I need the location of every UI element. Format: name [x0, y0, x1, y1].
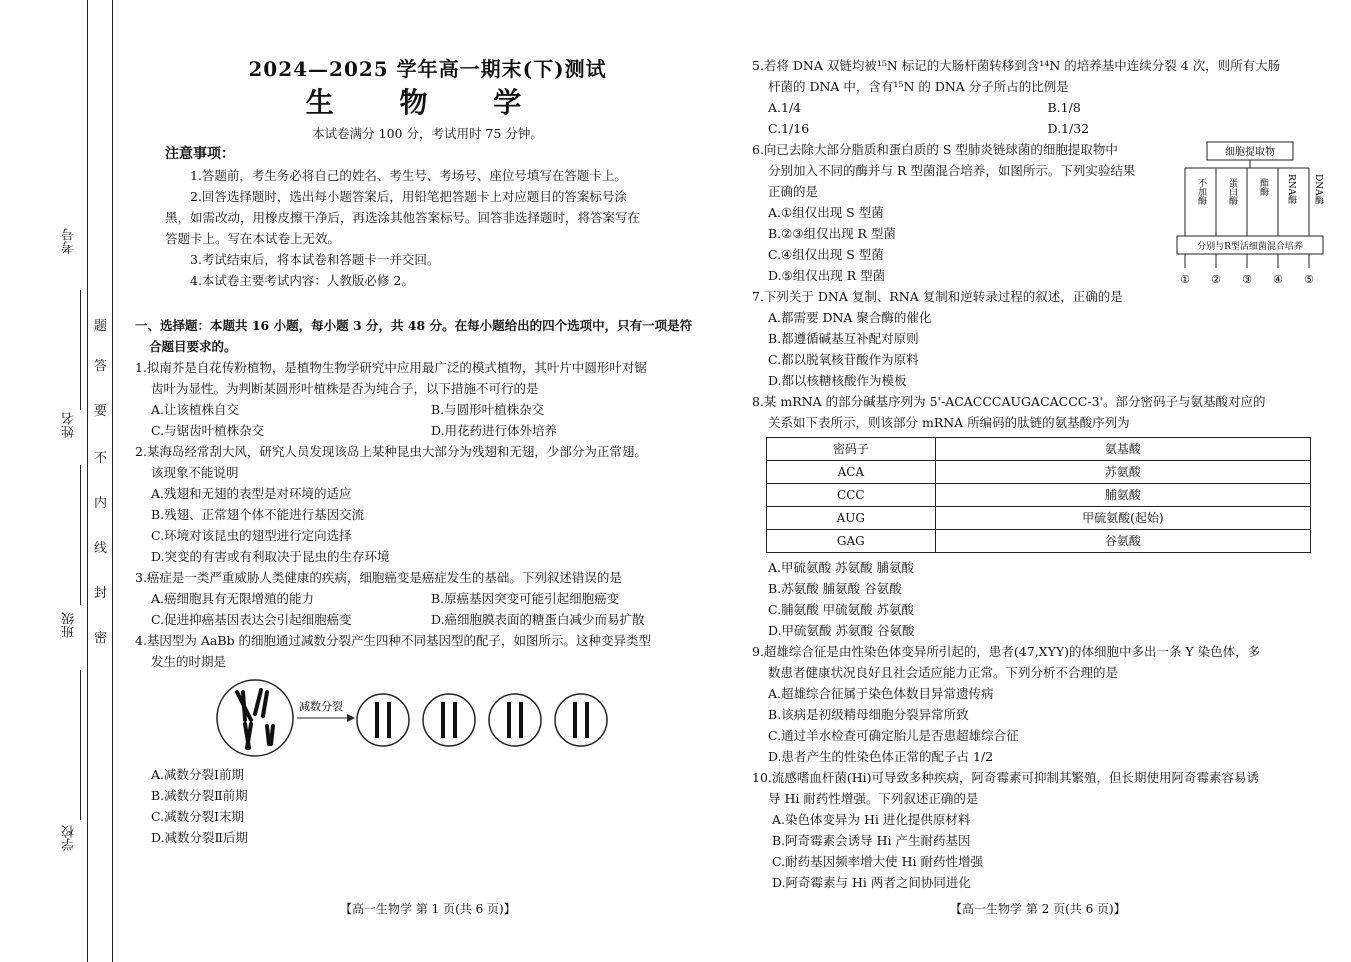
q2-option-b: B.残翅、正常翅个体不能进行基因交流: [151, 507, 365, 522]
q6-option-c: C.④组仅出现 S 型菌: [768, 247, 884, 262]
q8-option-d: D.甲硫氨酸 苏氨酸 谷氨酸: [768, 623, 915, 638]
fig-enzyme-label: 酯酶: [1258, 178, 1268, 196]
name-underline: [80, 465, 81, 605]
q9-option-b: B.该病是初级精母细胞分裂异常所致: [768, 707, 969, 722]
binding-line-outer: [87, 0, 88, 962]
field-school: 学校: [62, 825, 77, 851]
q5-option-c: C.1/16: [768, 121, 810, 136]
q2-option-c: C.环境对该昆虫的翅型进行定向选择: [151, 528, 352, 543]
seal-char: 答: [94, 359, 108, 374]
fig-group-label: ④: [1273, 273, 1283, 286]
q10-option-d: D.阿奇霉素与 Hi 两者之间协同进化: [772, 875, 971, 890]
exam-title: 2024—2025 学年高一期末(下)测试: [248, 57, 607, 81]
q1-option-c: C.与锯齿叶植株杂交: [151, 423, 265, 438]
footer-page-2: 【高一生物学 第 2 页(共 6 页)】: [950, 902, 1126, 916]
q10-stem-cont: 导 Hi 耐药性增强。下列叙述正确的是: [768, 791, 979, 806]
fig-enzyme-label: RNA酶: [1286, 174, 1296, 205]
q8-option-c: C.脯氨酸 甲硫氨酸 苏氨酸: [768, 602, 915, 617]
q2-stem-cont: 该现象不能说明: [151, 465, 239, 480]
fig-group-label: ⑤: [1304, 273, 1314, 286]
seal-char: 要: [94, 404, 108, 419]
q7-option-d: D.都以核糖核酸作为模板: [768, 373, 907, 388]
q9-option-c: C.通过羊水检查可确定胎儿是否患超雄综合征: [768, 728, 1019, 743]
binding-margin: [0, 0, 130, 962]
exam-no-underline: [80, 290, 81, 410]
fig-group-label: ③: [1242, 273, 1252, 286]
fig-bottom-label: 分别与R型活细菌混合培养: [1197, 242, 1303, 252]
q5-option-d: D.1/32: [1047, 121, 1090, 136]
field-class: 班级: [62, 612, 77, 638]
q6-stem-cont2: 正确的是: [768, 184, 819, 199]
section-heading: 一、选择题：本题共 16 小题，每小题 3 分，共 48 分。在每小题给出的四个选项中，只有一项是符: [135, 318, 693, 333]
q8-option-b: B.苏氨酸 脯氨酸 谷氨酸: [768, 581, 902, 596]
q4-figure: [215, 678, 635, 758]
notice-item: 4.本试卷主要考试内容：人教版必修 2。: [190, 273, 414, 288]
q5-stem-cont: 杆菌的 DNA 中，含有¹⁵N 的 DNA 分子所占的比例是: [768, 79, 1069, 94]
q6-stem-cont: 分别加入不同的酶并与 R 型菌混合培养，如图所示。下列实验结果: [768, 163, 1136, 178]
table-row: [767, 461, 1311, 484]
table-row: [767, 484, 1311, 507]
class-underline: [80, 670, 81, 820]
q3-option-d: D.癌细胞膜表面的糖蛋白减少而易扩散: [431, 612, 645, 627]
notice-item: 2.回答选择题时，选出每小题答案后，用铅笔把答题卡上对应题目的答案标号涂: [190, 189, 627, 204]
fig-group-label: ①: [1180, 273, 1190, 286]
q3-stem: 3.癌症是一类严重威胁人类健康的疾病，细胞癌变是癌症发生的基础。下列叙述错误的是: [135, 570, 622, 585]
q9-option-a: A.超雄综合征属于染色体数目异常遗传病: [768, 686, 994, 701]
table-row: [767, 530, 1311, 553]
fig-group-label: ②: [1211, 273, 1221, 286]
q8-stem: 8.某 mRNA 的部分碱基序列为 5'-ACACCCAUGACACCC-3'。部分密码子与氨基酸对应的: [752, 394, 1266, 409]
table-cell: GAG: [767, 530, 936, 553]
fig-arrow-label: 减数分裂: [299, 700, 343, 713]
field-exam-no: 考号: [62, 228, 77, 254]
table-cell: 苏氨酸: [935, 461, 1310, 484]
notice-item: 1.答题前，考生务必将自己的姓名、考生号、考场号、座位号填写在答题卡上。: [190, 168, 627, 183]
table-cell: 甲硫氨酸(起始): [935, 507, 1310, 530]
notice-item: 黑，如需改动，用橡皮擦干净后，再选涂其他答案标号。回答非选择题时，将答案写在: [165, 210, 641, 225]
q5-stem: 5.若将 DNA 双链均被¹⁵N 标记的大肠杆菌转移到含¹⁴N 的培养基中连续分裂 4 次，则所有大肠: [752, 58, 1281, 73]
q6-option-b: B.②③组仅出现 R 型菌: [768, 226, 896, 241]
table-header-row: [767, 438, 1311, 461]
q4-stem: 4.基因型为 AaBb 的细胞通过减数分裂产生四种不同基因型的配子，如图所示。这种变异类型: [135, 633, 652, 648]
q1-option-b: B.与圆形叶植株杂交: [431, 402, 545, 417]
q4-option-c: C.减数分裂Ⅰ末期: [151, 809, 245, 824]
table-cell: CCC: [767, 484, 936, 507]
table-header: 密码子: [767, 438, 936, 461]
q7-option-a: A.都需要 DNA 聚合酶的催化: [768, 310, 932, 325]
seal-char: 题: [94, 319, 108, 334]
q4-option-b: B.减数分裂Ⅱ前期: [151, 788, 248, 803]
q1-stem: 1.拟南芥是自花传粉植物，是植物生物学研究中应用最广泛的模式植物，其叶片中圆形叶对锯: [135, 360, 647, 375]
fig-enzyme-label: 蛋白酶: [1227, 178, 1237, 205]
q1-option-a: A.让该植株自交: [151, 402, 240, 417]
q1-stem-cont: 齿叶为显性。为判断某圆形叶植株是否为纯合子，以下措施不可行的是: [151, 381, 539, 396]
codon-table: [766, 437, 1311, 553]
q3-option-b: B.原癌基因突变可能引起细胞癌变: [431, 591, 620, 606]
q6-figure: [1175, 140, 1325, 290]
q6-stem: 6.向已去除大部分脂质和蛋白质的 S 型肺炎链球菌的细胞提取物中: [752, 142, 1118, 157]
seal-char: 封: [94, 586, 108, 601]
fig-enzyme-label: DNA酶: [1313, 174, 1323, 205]
q2-option-d: D.突变的有害或有利取决于昆虫的生存环境: [151, 549, 390, 564]
q4-stem-cont: 发生的时期是: [151, 654, 227, 669]
section-heading-cont: 合题目要求的。: [149, 339, 237, 354]
q10-option-a: A.染色体变异为 Hi 进化提供原材料: [772, 812, 971, 827]
q1-option-d: D.用花药进行体外培养: [431, 423, 558, 438]
q7-stem: 7.下列关于 DNA 复制、RNA 复制和逆转录过程的叙述，正确的是: [752, 289, 1123, 304]
q7-option-b: B.都遵循碱基互补配对原则: [768, 331, 919, 346]
q6-option-d: D.⑤组仅出现 R 型菌: [768, 268, 886, 283]
fig-top-label: 细胞提取物: [1225, 147, 1275, 158]
q6-option-a: A.①组仅出现 S 型菌: [768, 205, 884, 220]
q5-option-b: B.1/8: [1047, 100, 1081, 115]
meiosis-diagram: [215, 678, 635, 758]
q9-stem-cont: 数患者健康状况良好且社会适应能力正常。下列分析不合理的是: [768, 665, 1119, 680]
q3-option-c: C.促进抑癌基因表达会引起细胞癌变: [151, 612, 352, 627]
footer-page-1: 【高一生物学 第 1 页(共 6 页)】: [340, 902, 516, 916]
table-row: [767, 507, 1311, 530]
notice-heading: 注意事项：: [165, 146, 235, 162]
seal-char: 不: [94, 451, 108, 466]
fig-enzyme-label: 不加酶: [1196, 178, 1206, 205]
q10-option-b: B.阿奇霉素会诱导 Hi 产生耐药基因: [772, 833, 971, 848]
q8-stem-cont: 关系如下表所示，则该部分 mRNA 所编码的肽链的氨基酸序列为: [768, 415, 1130, 430]
notice-item: 答题卡上。写在本试卷上无效。: [165, 231, 341, 246]
notice-item: 3.考试结束后，将本试卷和答题卡一并交回。: [190, 252, 440, 267]
table-cell: 谷氨酸: [935, 530, 1310, 553]
q10-stem: 10.流感嗜血杆菌(Hi)可导致多种疾病，阿奇霉素可抑制其繁殖，但长期使用阿奇霉素容易诱: [752, 770, 1260, 785]
binding-line-inner: [112, 0, 113, 962]
seal-char: 线: [94, 541, 108, 556]
table-cell: AUG: [767, 507, 936, 530]
q2-stem: 2.某海岛经常刮大风，研究人员发现该岛上某种昆虫大部分为残翅和无翅，少部分为正常翅。: [135, 444, 647, 459]
q5-option-a: A.1/4: [768, 100, 802, 115]
table-cell: 脯氨酸: [935, 484, 1310, 507]
q7-option-c: C.都以脱氧核苷酸作为原料: [768, 352, 919, 367]
q8-option-a: A.甲硫氨酸 苏氨酸 脯氨酸: [768, 560, 914, 575]
q4-option-a: A.减数分裂Ⅰ前期: [151, 767, 244, 782]
subject-title: 生 物 学: [305, 86, 550, 119]
q4-option-d: D.减数分裂Ⅱ后期: [151, 830, 249, 845]
left-column: [135, 55, 720, 848]
q9-stem: 9.超雄综合征是由性染色体变异所引起的，患者(47,XYY)的体细胞中多出一条 Y 染色体，多: [752, 644, 1261, 659]
seal-char: 密: [94, 631, 108, 646]
table-header: 氨基酸: [935, 438, 1310, 461]
enzyme-experiment-diagram: [1175, 140, 1325, 290]
field-name: 姓名: [62, 412, 77, 438]
seal-char: 内: [94, 496, 108, 511]
q9-option-d: D.患者产生的性染色体正常的配子占 1/2: [768, 749, 994, 764]
q3-option-a: A.癌细胞具有无限增殖的能力: [151, 591, 315, 606]
q10-option-c: C.耐药基因频率增大使 Hi 耐药性增强: [772, 854, 983, 869]
exam-meta: 本试卷满分 100 分，考试用时 75 分钟。: [312, 126, 543, 141]
q2-option-a: A.残翅和无翅的表型是对环境的适应: [151, 486, 352, 501]
table-cell: ACA: [767, 461, 936, 484]
